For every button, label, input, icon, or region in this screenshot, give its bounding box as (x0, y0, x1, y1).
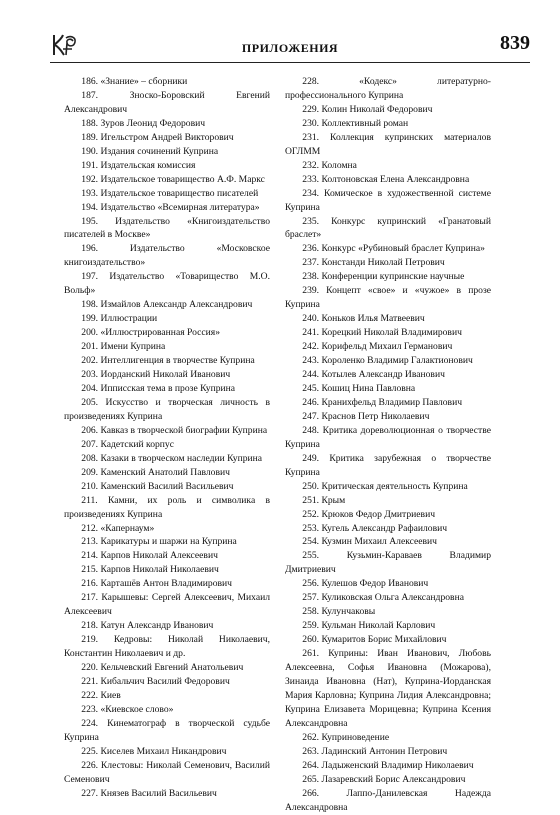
index-entry: 222. Киев (81, 689, 121, 701)
index-entry: 196. Издательство «Московское книгоиздательство» (64, 243, 270, 269)
index-entry: 194. Издательство «Всемирная литература» (81, 201, 260, 213)
index-entry: 204. Ипписская тема в прозе Куприна (81, 382, 236, 394)
index-entry: 250. Критическая деятельность Куприна (302, 480, 468, 492)
index-entry: 189. Игельстром Андрей Викторович (81, 131, 234, 143)
index-entry: 258. Кулунчаковы (302, 606, 376, 618)
index-entry: 190. Издания сочинений Куприна (81, 145, 219, 157)
index-entry: 266. Лаппо-Данилевская Надежда Александровна (285, 787, 491, 813)
index-entry: 216. Карташёв Антон Владимирович (81, 578, 233, 590)
index-entry: 246. Кранихфельд Владимир Павлович (302, 396, 463, 408)
index-entry: 245. Кошиц Нина Павловна (302, 382, 416, 394)
page-title: ПРИЛОЖЕНИЯ (241, 41, 339, 55)
left-column (64, 75, 270, 801)
page-number: 839 (500, 32, 530, 54)
index-entry: 238. Конференции купринские научные (302, 271, 465, 283)
index-entry: 205. Искусство и творческая личность в произведениях Куприна (64, 396, 270, 422)
index-entry: 251. Крым (302, 494, 346, 506)
index-entry: 201. Имени Куприна (81, 341, 166, 353)
index-entry: 255. Кузьмин-Караваев Владимир Дмитриевич (285, 550, 491, 576)
index-entry: 193. Издательское товарищество писателей (81, 187, 259, 199)
index-entry: 236. Конкурс «Рубиновый браслет Куприна» (302, 243, 485, 255)
page-header (50, 28, 530, 64)
index-entry: 233. Колтоновская Елена Александровна (302, 173, 470, 185)
index-entry: 259. Кульман Николай Карлович (302, 620, 436, 632)
index-entry: 211. Камни, их роль и символика в произведениях Куприна (64, 494, 270, 520)
index-entry: 231. Коллекция купринских материалов ОГЛММ (285, 131, 491, 157)
index-entry: 257. Куликовская Ольга Александровна (302, 592, 464, 604)
index-entry: 226. Клестовы: Николай Семенович, Василий Семенович (64, 759, 270, 785)
index-entry: 262. Куприноведение (302, 731, 390, 743)
index-entry: 199. Иллюстрации (81, 313, 158, 325)
right-column (285, 75, 491, 815)
index-entry: 197. Издательство «Товарищество М.О. Вольф» (64, 271, 270, 297)
index-entry: 243. Короленко Владимир Галактионович (302, 355, 473, 367)
index-entry: 256. Кулешов Федор Иванович (302, 578, 429, 590)
index-entry: 215. Карпов Николай Николаевич (81, 564, 219, 576)
index-entry: 208. Казаки в творческом наследии Куприна (81, 452, 263, 464)
index-entry: 195. Издательство «Книгоиздательство писателей в Москве» (64, 215, 270, 241)
index-entry: 198. Измайлов Александр Александрович (81, 299, 253, 311)
index-entry: 253. Кугель Александр Рафаилович (302, 522, 448, 534)
index-entry: 242. Корифельд Михаил Германович (302, 341, 453, 353)
index-entry: 254. Кузмин Михаил Алексеевич (302, 536, 438, 548)
index-entry: 212. «Капернаум» (81, 522, 155, 534)
index-entry: 206. Кавказ в творческой биографии Куприна (81, 424, 268, 436)
index-entry: 210. Каменский Василий Васильевич (81, 480, 234, 492)
index-entry: 232. Коломна (302, 159, 357, 171)
index-entry: 235. Конкурс купринский «Гранатовый браслет» (285, 215, 491, 241)
index-entry: 219. Кедровы: Николай Николаевич, Константин Николаевич и др. (64, 634, 270, 660)
index-entry: 241. Корецкий Николай Владимирович (302, 327, 462, 339)
index-entry: 209. Каменский Анатолий Павлович (81, 466, 230, 478)
index-entry: 225. Киселев Михаил Никандрович (81, 745, 227, 757)
index-entry: 187. Зноско-Боровский Евгений Александрович (64, 89, 270, 115)
index-entry: 223. «Киевское слово» (81, 703, 174, 715)
index-entry: 230. Коллективный роман (302, 117, 409, 129)
index-entry: 248. Критика дореволюционная о творчестве Куприна (285, 424, 491, 450)
header-divider (50, 62, 530, 63)
index-entry: 244. Котылев Александр Иванович (302, 369, 445, 381)
index-entry: 265. Лазаревский Борис Александрович (302, 773, 466, 785)
index-entry: 214. Карпов Николай Алексеевич (81, 550, 218, 562)
index-entry: 260. Кумаритов Борис Михайлович (302, 634, 447, 646)
index-entry: 249. Критика зарубежная о творчестве Куприна (285, 452, 491, 478)
index-entry: 217. Карышевы: Сергей Алексеевич, Михаил Алексеевич (64, 592, 270, 618)
index-entry: 264. Ладыженский Владимир Николаевич (302, 759, 474, 771)
index-entry: 229. Колин Николай Федорович (302, 103, 433, 115)
index-entry: 202. Интеллигенция в творчестве Куприна (81, 355, 255, 367)
index-entry: 221. Кибальчич Василий Федорович (81, 675, 230, 687)
index-entry: 200. «Иллюстрированная Россия» (81, 327, 221, 339)
index-entry: 247. Краснов Петр Николаевич (302, 410, 430, 422)
index-entry: 218. Катун Александр Иванович (81, 620, 214, 632)
index-entry: 263. Ладинский Антонин Петрович (302, 745, 448, 757)
index-entry: 207. Кадетский корпус (81, 438, 174, 450)
index-entry: 192. Издательское товарищество А.Ф. Маркс (81, 173, 265, 185)
index-entry: 234. Комическое в художественной системе Куприна (285, 187, 491, 213)
index-entry: 240. Коньков Илья Матвеевич (302, 313, 425, 325)
index-entry: 224. Кинематограф в творческой судьбе Куприна (64, 717, 270, 743)
index-entry: 237. Констанди Николай Петрович (302, 257, 445, 269)
index-entry: 252. Крюков Федор Дмитриевич (302, 508, 436, 520)
index-entry: 261. Куприны: Иван Иванович, Любовь Алексеевна, Софья Ивановна (Можарова), Зинаида Ивановна (Нат), Куприна-Иорданская Мария Карловна; Куприна Лидия Александровна; Куприна Елизавета Морицевна; Куприна Ксения Александровна (285, 648, 491, 729)
index-entry: 203. Иорданский Николай Иванович (81, 369, 231, 381)
index-entry: 228. «Кодекс» литературно-профессионального Куприна (285, 76, 491, 101)
index-entry: 213. Карикатуры и шаржи на Куприна (81, 536, 237, 548)
index-entry: 227. Князев Василий Васильевич (81, 787, 217, 799)
index-entry: 191. Издательская комиссия (81, 159, 196, 171)
index-entry: 220. Кельчевский Евгений Анатольевич (81, 662, 244, 674)
index-entry: 239. Концепт «свое» и «чужое» в прозе Куприна (285, 285, 491, 311)
index-entry: 186. «Знание» – сборники (81, 76, 188, 87)
index-entry: 188. Зуров Леонид Федорович (81, 117, 206, 129)
